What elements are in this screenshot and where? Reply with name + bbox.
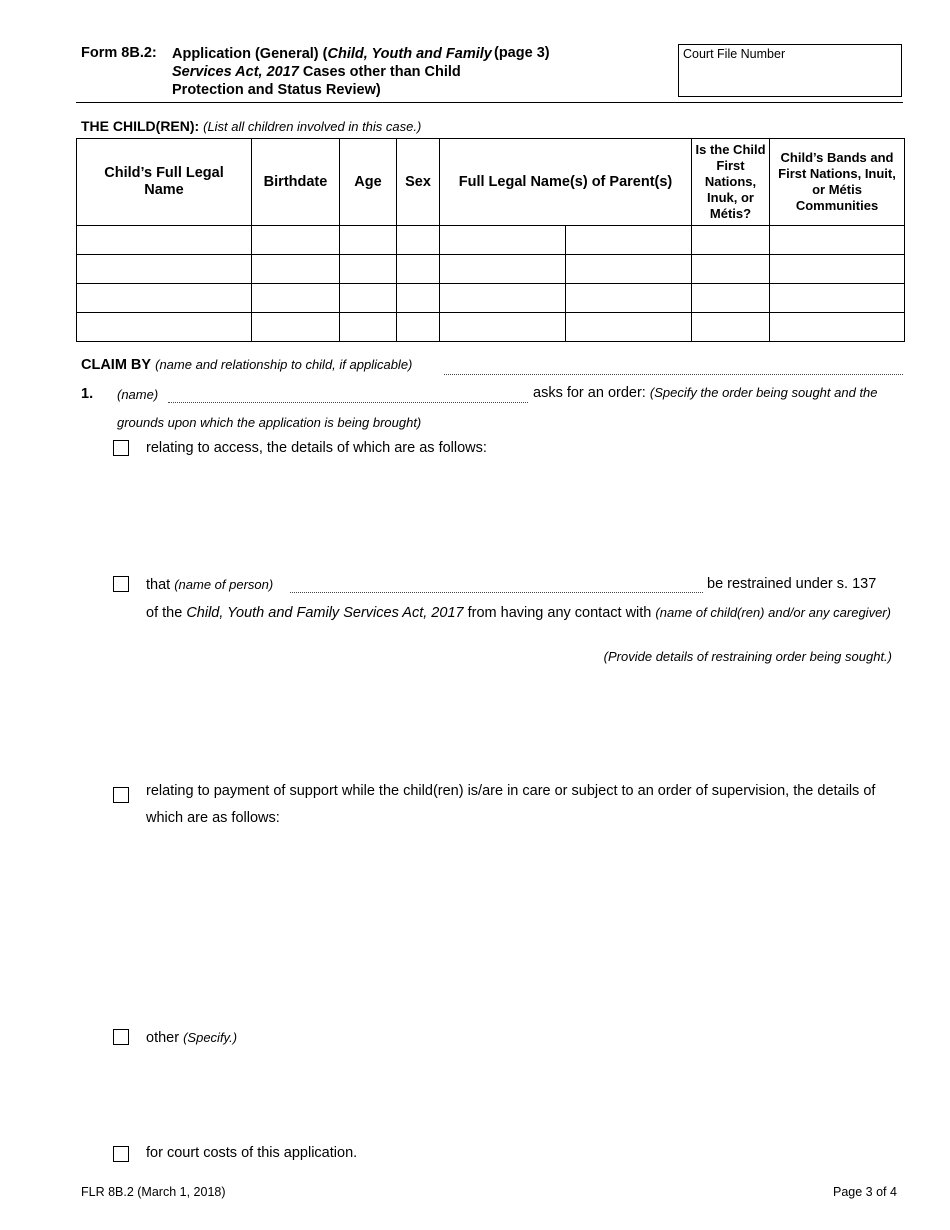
cell-input[interactable] [692,226,770,255]
cell-input[interactable] [692,284,770,313]
cell-input[interactable] [252,226,340,255]
cell-input[interactable] [397,226,440,255]
table-row [77,255,905,284]
cell-input[interactable] [340,226,397,255]
col-header-parents: Full Legal Name(s) of Parent(s) [440,139,692,226]
restrained-person-field[interactable] [290,592,703,593]
restrain-that-label [146,571,273,599]
cell-input[interactable] [397,255,440,284]
cell-input[interactable] [566,255,692,284]
cell-input[interactable] [397,284,440,313]
col-header-first-nations: Is the Child First Nations, Inuk, or Métis? [692,139,770,226]
claim-by-heading: CLAIM BY [81,357,152,373]
children-heading: THE CHILD(REN): [81,118,200,134]
cell-input[interactable] [440,313,566,342]
title-part: Application (General) ( [172,46,328,62]
cell-input[interactable] [440,255,566,284]
restrain-that-text: that [146,577,171,593]
header-divider [76,102,903,103]
col-header-age: Age [340,139,397,226]
children-note: (List all children involved in this case.) [203,119,422,134]
other-text: other [146,1030,180,1046]
cell-input[interactable] [566,226,692,255]
restrain-of-the: of the [146,605,183,621]
claim-by-note: (name and relationship to child, if applicable) [155,357,413,372]
children-section-title [81,118,421,134]
table-row [77,226,905,255]
form-title [172,45,492,99]
restrain-mid-text: from having any contact with [467,605,652,621]
claim-by-field[interactable] [444,374,903,375]
other-option-label [146,1024,237,1052]
restrain-contact-label [146,604,906,622]
restrain-act-name: Child, Youth and Family Services Act, 2017 [186,605,464,621]
restrain-section-label: be restrained under s. 137 [707,576,877,592]
applicant-name-label: (name) [117,387,159,402]
restrain-checkbox[interactable] [113,576,129,592]
col-header-bands: Child’s Bands and First Nations, Inuit, or Métis Communities [770,139,905,226]
court-file-number-field[interactable] [678,44,902,97]
claim-by-label [81,357,412,373]
cell-input[interactable] [397,313,440,342]
page-number: Page 3 of 4 [833,1185,897,1199]
cell-input[interactable] [252,313,340,342]
cell-input[interactable] [77,226,252,255]
other-checkbox[interactable] [113,1029,129,1045]
title-part: Cases other than Child Protection and Status Review) [172,64,461,98]
cell-input[interactable] [340,284,397,313]
restrain-details-note: (Provide details of restraining order being sought.) [603,649,892,664]
applicant-name-field[interactable] [168,402,528,403]
court-file-number-label: Court File Number [683,47,786,61]
restrain-person-note: (name of person) [174,577,274,592]
table-header-row [77,139,905,226]
cell-input[interactable] [252,255,340,284]
costs-option-label: for court costs of this application. [146,1145,358,1161]
cell-input[interactable] [566,284,692,313]
item-number: 1. [81,386,94,402]
grounds-note: grounds upon which the application is being brought) [117,415,422,430]
form-number: Form 8B.2: [81,45,157,61]
asks-for-order [533,385,878,401]
costs-checkbox[interactable] [113,1146,129,1162]
cell-input[interactable] [252,284,340,313]
col-header-name: Child’s Full Legal Name [77,139,252,226]
cell-input[interactable] [692,313,770,342]
cell-input[interactable] [770,284,905,313]
form-code: FLR 8B.2 (March 1, 2018) [81,1185,226,1199]
cell-input[interactable] [770,255,905,284]
cell-input[interactable] [692,255,770,284]
col-header-sex: Sex [397,139,440,226]
table-row [77,284,905,313]
asks-text: asks for an order: [533,385,646,401]
other-note: (Specify.) [183,1030,238,1045]
restrain-contact-note: (name of child(ren) and/or any caregiver) [655,605,891,620]
children-table [76,138,905,342]
cell-input[interactable] [770,313,905,342]
title-act-name: Child, Youth and Family Services Act, 2017 [172,46,492,80]
support-checkbox[interactable] [113,787,129,803]
cell-input[interactable] [77,255,252,284]
cell-input[interactable] [77,284,252,313]
col-header-birthdate: Birthdate [252,139,340,226]
cell-input[interactable] [340,255,397,284]
cell-input[interactable] [77,313,252,342]
access-checkbox[interactable] [113,440,129,456]
page-indicator: (page 3) [494,45,550,61]
support-option-label: relating to payment of support while the child(ren) is/are in care or subject to an order of supervision, the details of which are as follows: [146,783,876,826]
cell-input[interactable] [566,313,692,342]
table-row [77,313,905,342]
cell-input[interactable] [440,226,566,255]
access-option-label: relating to access, the details of which are as follows: [146,440,487,456]
asks-note: (Specify the order being sought and the [649,385,878,400]
cell-input[interactable] [440,284,566,313]
cell-input[interactable] [340,313,397,342]
cell-input[interactable] [770,226,905,255]
